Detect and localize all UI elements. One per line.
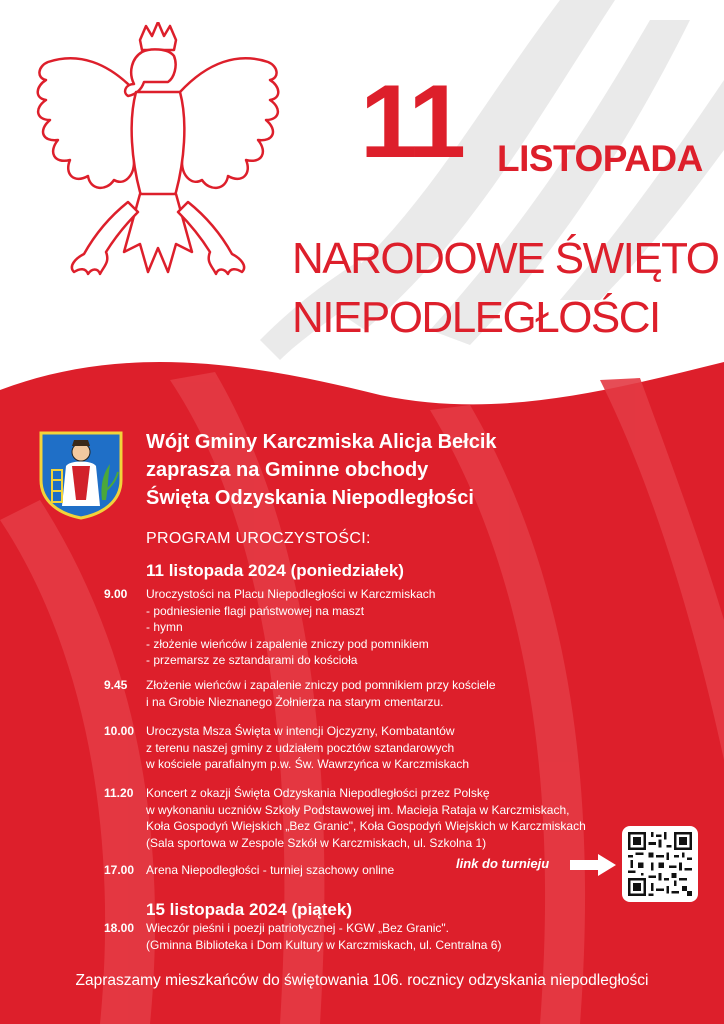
day2-heading: 15 listopada 2024 (piątek) [146, 900, 352, 919]
event-time: 17.00 [104, 863, 135, 877]
event-line: - hymn [146, 620, 183, 634]
tournament-link-label[interactable]: link do turnieju [456, 856, 550, 871]
event-line: z terenu naszej gminy z udziałem pocztów sztandarowych [146, 740, 455, 755]
event-time: 11.20 [104, 786, 134, 800]
invitation-line-3: Święta Odzyskania Niepodległości [146, 487, 474, 509]
day1-heading: 11 listopada 2024 (poniedziałek) [146, 561, 404, 580]
event-line: Arena Niepodległości - turniej szachowy online [146, 863, 395, 877]
tournament-qr-code[interactable] [622, 826, 698, 902]
invitation-line-1: Wójt Gminy Karczmiska Alicja Bełcik [146, 431, 497, 453]
event-line: Wieczór pieśni i poezji patriotycznej - KGW „Bez Granic". [146, 921, 450, 935]
municipality-coat-of-arms [38, 430, 124, 520]
holiday-title-line1: NARODOWE ŚWIĘTO [292, 234, 719, 283]
footer-invitation: Zapraszamy mieszkańców do świętowania 106. rocznicy odzyskania niepodległości [75, 972, 649, 989]
event-line: Koła Gospodyń Wiejskich „Bez Granic", Koła Gospodyń Wiejskich w Karczmiskach [146, 819, 586, 833]
arrow-right-icon [568, 852, 618, 878]
event-description [146, 723, 616, 773]
event-line: Złożenie wieńców i zapalenie zniczy pod pomnikiem przy kościele [146, 678, 496, 692]
event-line: Uroczystości na Placu Niepodległości w Karczmiskach [146, 587, 436, 601]
white-eagle-emblem [28, 22, 288, 322]
event-line: - podniesienie flagi państwowej na maszt [146, 603, 365, 618]
event-line: (Gminna Biblioteka i Dom Kultury w Karczmiskach, ul. Centralna 6) [146, 937, 502, 952]
event-description [146, 677, 616, 710]
event-time: 10.00 [104, 724, 135, 738]
event-description [146, 920, 616, 953]
event-description [146, 785, 616, 851]
holiday-title-line2: NIEPODLEGŁOŚCI [292, 293, 660, 342]
event-line: Uroczysta Msza Święta w intencji Ojczyzny, Kombatantów [146, 724, 455, 738]
event-time: 9.00 [104, 587, 128, 601]
program-heading: PROGRAM UROCZYSTOŚCI: [146, 530, 371, 547]
event-line: Koncert z okazji Święta Odzyskania Niepodległości przez Polskę [146, 786, 490, 800]
event-time: 9.45 [104, 678, 128, 692]
event-line: - złożenie wieńców i zapalenie zniczy pod pomnikiem [146, 636, 429, 651]
invitation-line-2: zaprasza na Gminne obchody [146, 459, 429, 481]
qr-code-icon [628, 832, 692, 896]
event-line: i na Grobie Nieznanego Żołnierza na starym cmentarzu. [146, 694, 444, 709]
month-title: LISTOPADA [497, 138, 703, 179]
event-line: w wykonaniu uczniów Szkoły Podstawowej im. Macieja Rataja w Karczmiskach, [146, 802, 570, 817]
day-number: 11 [360, 64, 462, 180]
invitation-text [146, 428, 497, 512]
event-description [146, 586, 616, 669]
event-line: (Sala sportowa w Zespole Szkół w Karczmiskach, ul. Szkolna 1) [146, 835, 487, 850]
event-time: 18.00 [104, 921, 135, 935]
event-line: - przemarsz ze sztandarami do kościoła [146, 653, 358, 667]
event-line: w kościele parafialnym p.w. Św. Wawrzyńca w Karczmiskach [146, 757, 469, 771]
